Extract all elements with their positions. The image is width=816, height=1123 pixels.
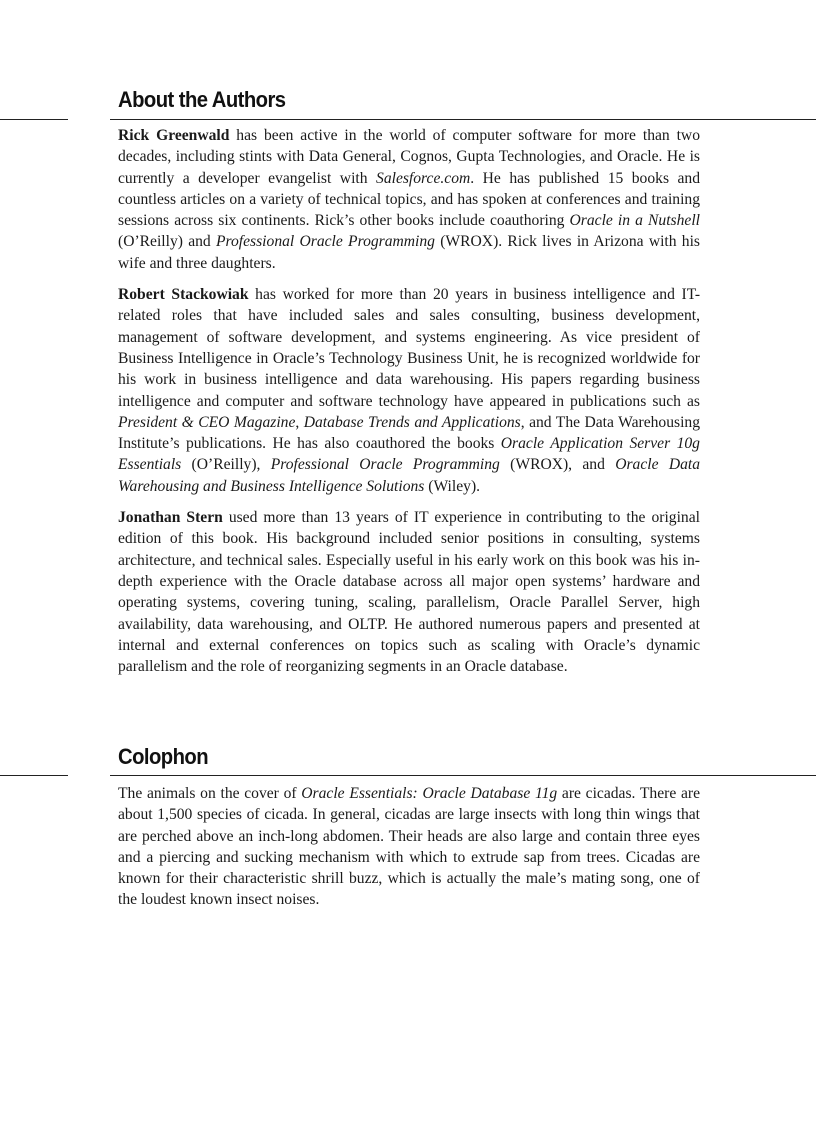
colophon-paragraph [118,785,700,908]
text-run: are cicadas. There are about 1,500 species of cicada. In general, cicadas are large insects with long thin wings that are perched above an inch-long abdomen. Their heads are also large and contain three eyes and a piercing and sucking mechanism with which to extrude sap from trees. Cicadas are known for their characteristic shrill buzz, which is actually the male’s mating song, one of the loudest known insect noises. [118,785,700,909]
italic-title: Oracle Essentials: Oracle Database 11g [301,785,558,802]
text-run: , and The Data Warehousing Institute’s publications. He has also coauthored the books [118,413,700,453]
italic-title: Salesforce.com [376,169,471,187]
text-run: (O’Reilly) and [118,233,216,251]
italic-title: Professional Oracle Programming [270,456,500,474]
italic-title: Database Trends and Applications [303,413,521,431]
author-bio-text [118,286,700,495]
text-run: (WROX). Rick lives in Arizona with his wife and three daughters. [118,233,701,272]
colophon-body [118,783,700,921]
colophon-text [118,783,700,911]
text-run: has worked for more than 20 years in business intelligence and IT-related roles that have included sales and sales consulting, business development, management of software development, and systems engineering. As vice president of Business Intelligence in Oracle’s Technology Business Unit, he is recognized worldwide for his work in business intelligence and data warehousing. His papers regarding business intelligence and computer and software technology have appeared in publications such as [118,286,701,410]
author-bio [118,507,700,677]
heading-rule-left [0,775,68,776]
author-bio-text [118,509,700,675]
text-run: (WROX), and [499,456,616,474]
heading-rule-left [0,119,68,120]
italic-title: Oracle Application Server 10g Essentials [118,435,700,474]
heading-rule [110,119,816,120]
text-run: (Wiley). [424,477,481,495]
italic-title: Professional Oracle Programming [215,233,435,251]
heading-rule [110,775,816,776]
author-bio-text [118,127,700,272]
italic-title: President & CEO Magazine [118,413,296,431]
about-authors-heading: About the Authors [118,87,286,112]
italic-title: Oracle Data Warehousing and Business Intelligence Solutions [118,456,701,495]
italic-title: Oracle in a Nutshell [569,212,700,230]
text-run: , [295,413,304,431]
colophon-heading: Colophon [118,744,209,769]
text-run: used more than 13 years of IT experience in contributing to the original edition of this book. His background included senior positions in consulting, systems architecture, and technical sales. Especially useful in his early work on this book was his in-depth experience with the Oracle database across all major open systems’ hardware and operating systems, covering tuning, scaling, parallelism, Oracle Parallel Server, high availability, data warehousing, and OLTP. He authored numerous papers and presented at internal and external conferences on topics such as scaling with Oracle’s dynamic parallelism and the role of reorganizing segments in an Oracle database. [118,509,700,676]
author-name: Rick Greenwald [118,127,230,144]
author-name: Robert Stackowiak [118,286,249,304]
text-run: (O’Reilly), [181,456,271,474]
text-run: The animals on the cover of [118,785,302,802]
author-bio [118,125,700,274]
about-authors-body [118,125,700,687]
text-run: . He has published 15 books and countless articles on a variety of technical topics, and has spoken at conferences and training sessions across six continents. Rick’s other books include coauthoring [118,169,701,230]
text-run: has been active in the world of computer software for more than two decades, including stints with Data General, Cognos, Gupta Technologies, and Oracle. He is currently a developer evangelist with [118,127,700,187]
author-bio [118,284,700,497]
author-name: Jonathan Stern [118,509,223,527]
